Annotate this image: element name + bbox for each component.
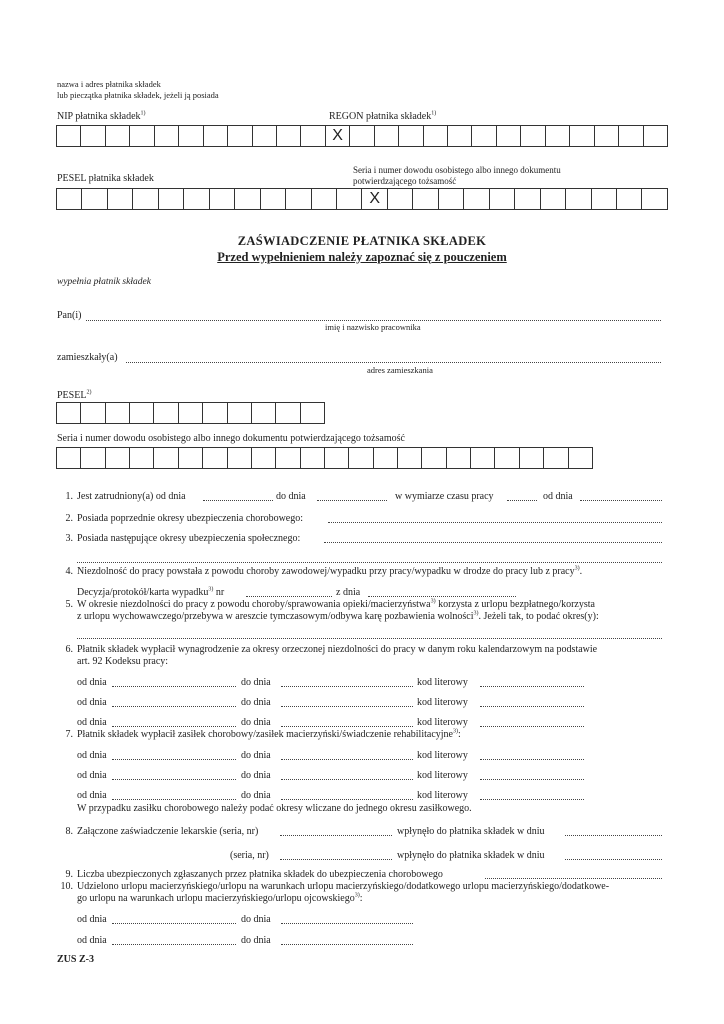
fill-note: wypełnia płatnik składek (57, 277, 151, 287)
grid-cell[interactable] (130, 448, 154, 468)
item-8-received-label-2: wpłynęło do płatnika składek w dniu (397, 850, 545, 861)
grid-cell[interactable] (179, 448, 203, 468)
item-6-row-1-code: kod literowy (417, 677, 468, 688)
grid-cell[interactable] (439, 189, 464, 209)
item-7-note: W przypadku zasiłku chorobowego należy podać okresy wliczane do jednego okresu zasiłkowego. (77, 803, 472, 814)
grid-cell[interactable] (325, 448, 349, 468)
item-2-label: 2. Posiada poprzednie okresy ubezpieczenia chorobowego: (65, 513, 304, 524)
grid-cell[interactable] (541, 189, 566, 209)
grid-cell[interactable] (57, 448, 81, 468)
item-7-row-3-from-field[interactable] (112, 799, 236, 800)
item-1-from-field[interactable] (203, 500, 273, 501)
employee-pesel-grid[interactable] (56, 402, 325, 424)
regon-label: REGON płatnika składek$^{1)}$ (329, 110, 437, 122)
grid-cell[interactable] (81, 448, 105, 468)
grid-cell[interactable] (57, 189, 82, 209)
grid-cell[interactable] (472, 126, 496, 146)
id-doc-caption-1: Seria i numer dowodu osobistego albo innego dokumentu (353, 165, 561, 175)
item-8-label: 8. Załączone zaświadczenie lekarskie (seria, nr) (65, 826, 259, 837)
grid-cell[interactable] (619, 126, 643, 146)
form-subtitle: Przed wypełnieniem należy zapoznać się z pouczeniem (217, 250, 507, 264)
item-7-row-3-to: do dnia (241, 790, 271, 801)
payer-name-caption-2: lub pieczątka płatnika składek, jeżeli ją posiada (57, 90, 219, 100)
item-1-to-field[interactable] (317, 500, 387, 501)
item-10-line-2: go urlopu na warunkach urlopu macierzyńskiego/urlopu ojcowskiego$^{3)}$: (77, 892, 363, 904)
grid-cell[interactable] (521, 126, 545, 146)
grid-cell[interactable] (130, 403, 154, 423)
item-7-row-2-code: kod literowy (417, 770, 468, 781)
grid-cell[interactable] (277, 126, 301, 146)
form-code: ZUS Z-3 (57, 954, 94, 965)
item-6-row-3-to: do dnia (241, 717, 271, 728)
item-6-row-2-from: od dnia (77, 697, 107, 708)
item-10-line-1: 10. Udzielono urlopu macierzyńskiego/urlopu na warunkach urlopu macierzyńskiego/dodatkowego urlopu macierzyńskiego/dodatkowe- (60, 881, 610, 892)
grid-cell[interactable] (424, 126, 448, 146)
item-10-row-1-to: do dnia (241, 914, 271, 925)
grid-cell[interactable] (570, 126, 594, 146)
grid-cell[interactable] (374, 448, 398, 468)
grid-cell[interactable] (154, 448, 178, 468)
grid-cell[interactable] (515, 189, 540, 209)
item-7-row-3-to-field[interactable] (281, 799, 413, 800)
grid-cell[interactable] (57, 126, 81, 146)
item-7-row-3-code-field[interactable] (480, 799, 584, 800)
grid-cell[interactable] (592, 189, 617, 209)
item-7-label: 7. Płatnik składek wypłacił zasiłek chorobowy/zasiłek macierzyński/świadczenie rehabilitacyjne$^{3)}$: (65, 728, 461, 740)
address-caption: adres zamieszkania (367, 365, 433, 375)
item-6-row-1-to-field[interactable] (281, 686, 413, 687)
item-1-label: 1. Jest zatrudniony(a) od dnia (65, 491, 186, 502)
grid-cell[interactable] (595, 126, 619, 146)
item-1-to-label: do dnia (276, 491, 306, 502)
grid-cell[interactable] (204, 126, 228, 146)
name-caption: imię i nazwisko pracownika (325, 322, 421, 332)
name-field[interactable] (86, 320, 661, 321)
grid-cell[interactable] (497, 126, 521, 146)
item-6-line-2: art. 92 Kodeksu pracy: (77, 656, 169, 667)
item-7-row-2-code-field[interactable] (480, 779, 584, 780)
grid-cell[interactable] (546, 126, 570, 146)
item-1-time-field[interactable] (507, 500, 537, 501)
item-6-row-3-code: kod literowy (417, 717, 468, 728)
item-4-date-field[interactable] (368, 596, 516, 597)
item-10-row-2-to: do dnia (241, 935, 271, 946)
grid-cell[interactable] (106, 403, 130, 423)
item-6-row-1-from-field[interactable] (112, 686, 236, 687)
separator-mark: X (362, 189, 387, 209)
grid-cell[interactable] (495, 448, 519, 468)
item-7-row-1-from: od dnia (77, 750, 107, 761)
item-6-row-1-to: do dnia (241, 677, 271, 688)
grid-cell[interactable] (203, 448, 227, 468)
grid-cell[interactable] (301, 126, 325, 146)
grid-cell[interactable] (81, 126, 105, 146)
item-7-row-1-to: do dnia (241, 750, 271, 761)
grid-cell[interactable] (375, 126, 399, 146)
item-4-date-label: z dnia (336, 587, 361, 598)
item-7-row-1-to-field[interactable] (281, 759, 413, 760)
grid-cell[interactable] (203, 403, 227, 423)
item-7-row-1-code-field[interactable] (480, 759, 584, 760)
grid-cell[interactable] (301, 403, 324, 423)
item-10-row-1-from: od dnia (77, 914, 107, 925)
item-6-line-1: 6. Płatnik składek wypłacił wynagrodzenie za okresy orzeczonej niezdolności do pracy w danym roku kalendarzowym na podstawie (65, 644, 598, 655)
grid-cell[interactable] (228, 448, 252, 468)
item-7-row-1-code: kod literowy (417, 750, 468, 761)
item-7-row-2-to: do dnia (241, 770, 271, 781)
grid-cell[interactable] (179, 403, 203, 423)
item-9-label: 9. Liczba ubezpieczonych zgłaszanych przez płatnika składek do ubezpieczenia chorobowego (65, 869, 443, 880)
grid-cell[interactable] (337, 189, 362, 209)
grid-cell[interactable] (350, 126, 374, 146)
item-4-decision-label: Decyzja/protokół/karta wypadku$^{3)}$ nr (77, 586, 225, 598)
grid-cell[interactable] (422, 448, 446, 468)
grid-cell[interactable] (644, 126, 667, 146)
grid-cell[interactable] (276, 403, 300, 423)
employee-id-doc-grid[interactable] (56, 447, 593, 469)
address-field[interactable] (126, 362, 661, 363)
item-2-field[interactable] (328, 522, 662, 523)
item-8-date-field-2[interactable] (565, 859, 662, 860)
item-7-row-2-from-field[interactable] (112, 779, 236, 780)
item-1-from2-field[interactable] (580, 500, 662, 501)
grid-cell[interactable] (301, 448, 325, 468)
item-8-doc-field[interactable] (280, 835, 392, 836)
item-8-doc-field-2[interactable] (280, 859, 392, 860)
form-title: ZAŚWIADCZENIE PŁATNIKA SKŁADEK (237, 234, 487, 248)
grid-cell[interactable] (159, 189, 184, 209)
item-10-row-2-to-field[interactable] (281, 944, 413, 945)
item-8-date-field[interactable] (565, 835, 662, 836)
nip-label: NIP płatnika składek$^{1)}$ (57, 110, 146, 122)
grid-cell[interactable] (464, 189, 489, 209)
grid-cell[interactable] (448, 126, 472, 146)
grid-cell[interactable] (82, 189, 107, 209)
grid-cell[interactable] (252, 448, 276, 468)
grid-cell[interactable] (413, 189, 438, 209)
item-6-row-2-to-field[interactable] (281, 706, 413, 707)
item-3-field[interactable] (324, 542, 662, 543)
item-5-line-2: z urlopu wychowawczego/przebywa w areszcie tymczasowym/odbywa karę pozbawienia wolności$^{3)}$. Jeżeli tak, to podać okres(y): (77, 610, 599, 622)
grid-cell[interactable] (490, 189, 515, 209)
item-4-label: 4. Niezdolność do pracy powstała z powodu choroby zawodowej/wypadku przy pracy/wypadku w drodze do pracy lub z pracy$^{3)}$. (65, 565, 583, 577)
grid-cell[interactable] (447, 448, 471, 468)
grid-cell[interactable] (520, 448, 544, 468)
grid-cell[interactable] (261, 189, 286, 209)
grid-cell[interactable] (106, 448, 130, 468)
grid-cell[interactable] (569, 448, 592, 468)
item-6-row-3-code-field[interactable] (480, 726, 584, 727)
item-7-row-3-code: kod literowy (417, 790, 468, 801)
grid-cell[interactable] (106, 126, 130, 146)
pan-label: Pan(i) (57, 310, 82, 321)
grid-cell[interactable] (133, 189, 158, 209)
grid-cell[interactable] (81, 403, 105, 423)
item-6-row-2-from-field[interactable] (112, 706, 236, 707)
address-label: zamieszkały(a) (57, 352, 118, 363)
item-5-line-1: 5. W okresie niezdolności do pracy z powodu choroby/sprawowania opieki/macierzyństwa$^{3)}$ korzysta z urlopu bezpłatnego/korzysta (65, 598, 595, 610)
item-10-row-1-to-field[interactable] (281, 923, 413, 924)
item-9-field[interactable] (485, 878, 662, 879)
grid-cell[interactable] (179, 126, 203, 146)
item-6-row-2-code-field[interactable] (480, 706, 584, 707)
grid-cell[interactable] (228, 126, 252, 146)
grid-cell[interactable] (349, 448, 373, 468)
grid-cell[interactable] (617, 189, 642, 209)
nip-regon-grid[interactable] (56, 125, 668, 147)
item-10-row-2-from: od dnia (77, 935, 107, 946)
item-6-row-2-code: kod literowy (417, 697, 468, 708)
item-8-received-label: wpłynęło do płatnika składek w dniu (397, 826, 545, 837)
item-5-field[interactable] (77, 638, 662, 639)
employee-pesel-label: PESEL$^{2)}$ (57, 389, 92, 401)
grid-cell[interactable] (286, 189, 311, 209)
item-6-row-1-code-field[interactable] (480, 686, 584, 687)
grid-cell[interactable] (544, 448, 568, 468)
item-4-nr-field[interactable] (246, 596, 332, 597)
item-3-label: 3. Posiada następujące okresy ubezpieczenia społecznego: (65, 533, 301, 544)
item-7-row-2-from: od dnia (77, 770, 107, 781)
grid-cell[interactable] (642, 189, 666, 209)
employee-id-doc-label: Seria i numer dowodu osobistego albo innego dokumentu potwierdzającego tożsamość (57, 433, 405, 444)
item-7-row-2-to-field[interactable] (281, 779, 413, 780)
item-6-row-3-to-field[interactable] (281, 726, 413, 727)
item-1-from2-label: od dnia (543, 491, 573, 502)
separator-mark: X (326, 126, 350, 146)
grid-cell[interactable] (235, 189, 260, 209)
item-1-time-label: w wymiarze czasu pracy (395, 491, 494, 502)
grid-cell[interactable] (252, 403, 276, 423)
payer-pesel-label: PESEL płatnika składek (57, 173, 154, 184)
grid-cell[interactable] (471, 448, 495, 468)
id-doc-caption-2: potwierdzającego tożsamość (353, 176, 457, 186)
grid-cell[interactable] (276, 448, 300, 468)
grid-cell[interactable] (108, 189, 133, 209)
grid-cell[interactable] (388, 189, 413, 209)
grid-cell[interactable] (210, 189, 235, 209)
grid-cell[interactable] (228, 403, 252, 423)
item-7-row-3-from: od dnia (77, 790, 107, 801)
payer-name-caption-1: nazwa i adres płatnika składek (57, 79, 161, 89)
grid-cell[interactable] (566, 189, 591, 209)
item-7-row-1-from-field[interactable] (112, 759, 236, 760)
grid-cell[interactable] (184, 189, 209, 209)
item-6-row-3-from: od dnia (77, 717, 107, 728)
item-10-row-1-from-field[interactable] (112, 923, 236, 924)
item-8-label-2: (seria, nr) (230, 850, 269, 861)
grid-cell[interactable] (398, 448, 422, 468)
pesel-id-grid[interactable] (56, 188, 668, 210)
grid-cell[interactable] (253, 126, 277, 146)
grid-cell[interactable] (155, 126, 179, 146)
item-6-row-1-from: od dnia (77, 677, 107, 688)
item-10-row-2-from-field[interactable] (112, 944, 236, 945)
item-6-row-2-to: do dnia (241, 697, 271, 708)
item-6-row-3-from-field[interactable] (112, 726, 236, 727)
grid-cell[interactable] (130, 126, 154, 146)
grid-cell[interactable] (312, 189, 337, 209)
grid-cell[interactable] (399, 126, 423, 146)
item-3-field-2[interactable] (77, 562, 662, 563)
grid-cell[interactable] (154, 403, 178, 423)
grid-cell[interactable] (57, 403, 81, 423)
